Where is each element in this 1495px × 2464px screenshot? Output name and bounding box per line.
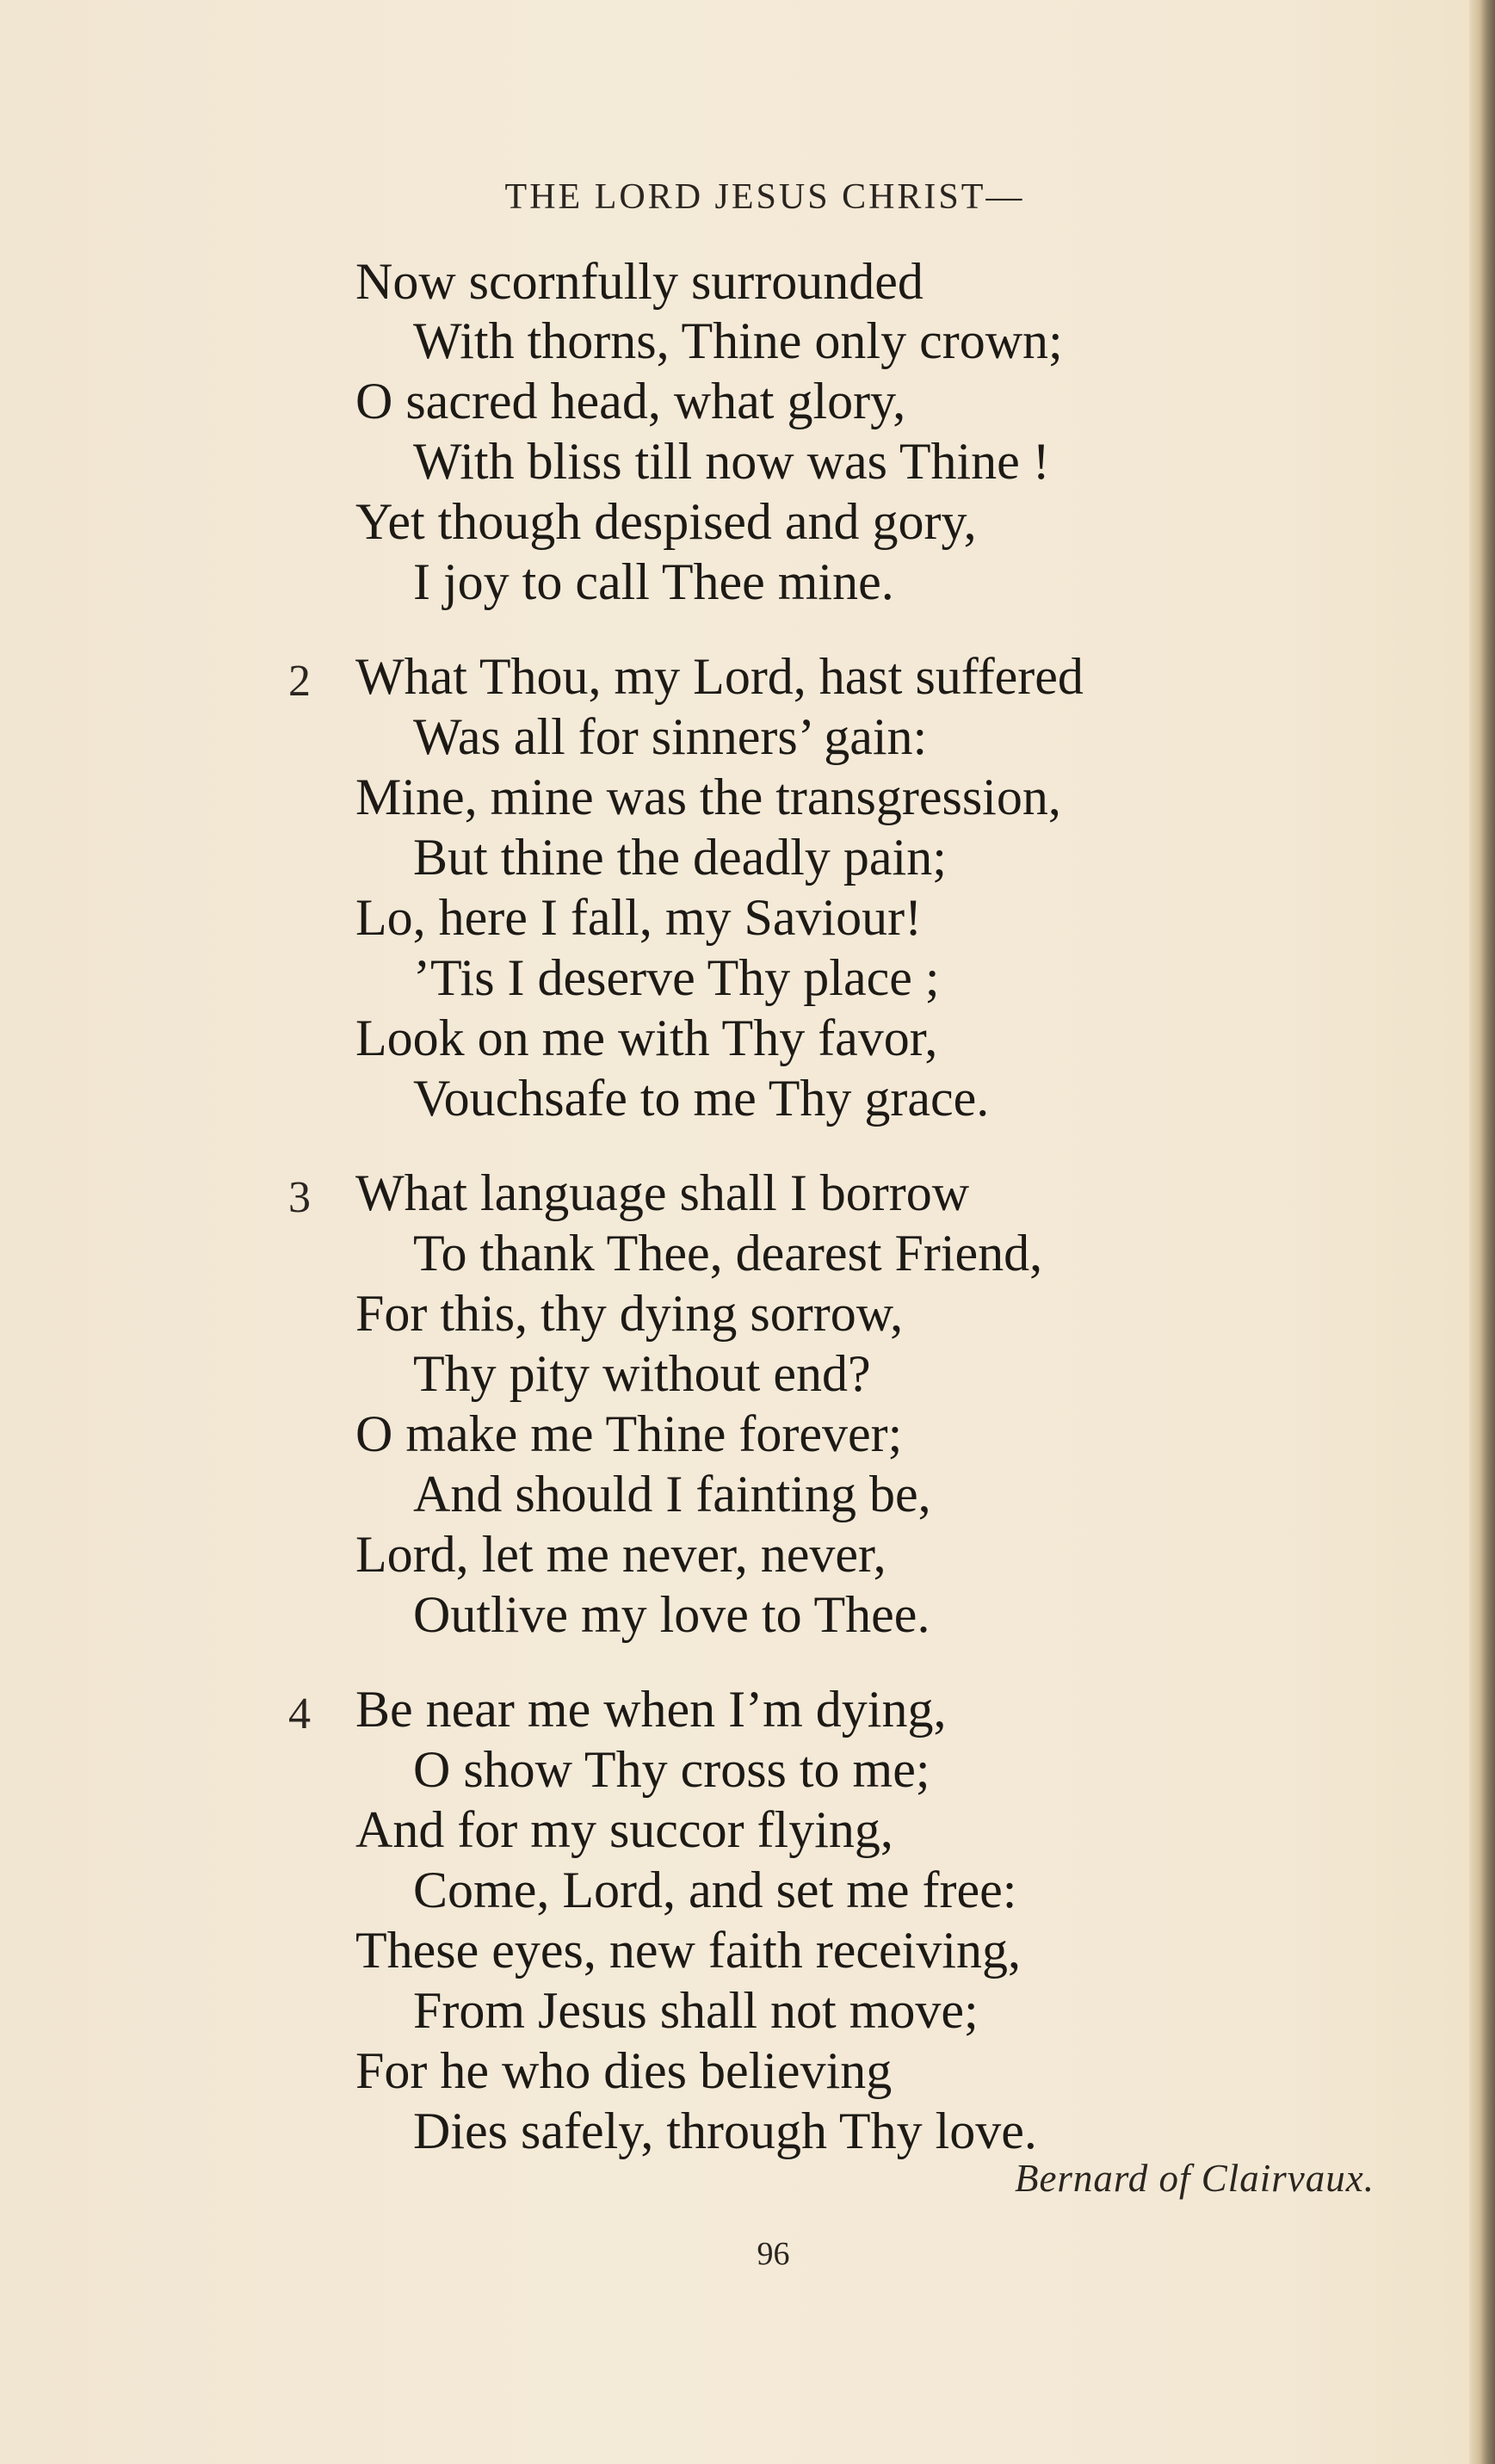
stanza-2-line-4: But thine the deadly pain;: [413, 829, 947, 886]
stanza-2-line-7: Look on me with Thy favor,: [355, 1010, 938, 1066]
stanza-4-line-4: Come, Lord, and set me free:: [413, 1862, 1017, 1918]
running-head: THE LORD JESUS CHRIST—: [504, 177, 1025, 217]
page-number: 96: [757, 2236, 790, 2272]
stanza-4-line-3: And for my succor flying,: [355, 1801, 893, 1858]
stanza-2-line-2: Was all for sinners’ gain:: [413, 708, 928, 765]
author-attribution: Bernard of Clairvaux.: [1014, 2157, 1375, 2200]
stanza-1-line-2: With thorns, Thine only crown;: [413, 312, 1063, 369]
stanza-3-line-6: And should I fainting be,: [413, 1466, 931, 1522]
stanza-3-line-1: What language shall I borrow: [355, 1164, 970, 1221]
stanza-2-line-8: Vouchsafe to me Thy grace.: [413, 1070, 990, 1127]
stanza-3-line-8: Outlive my love to Thee.: [413, 1586, 930, 1643]
stanza-2-line-1: What Thou, my Lord, hast suffered: [355, 648, 1084, 705]
page-edge-shadow: [1469, 0, 1495, 2464]
stanza-3-line-4: Thy pity without end?: [413, 1345, 871, 1402]
stanza-2-number: 2: [288, 657, 311, 706]
stanza-4-line-2: O show Thy cross to me;: [413, 1741, 930, 1798]
stanza-3-number: 3: [288, 1173, 311, 1222]
stanza-1-line-4: With bliss till now was Thine !: [413, 433, 1050, 490]
stanza-4-line-6: From Jesus shall not move;: [413, 1982, 979, 2039]
stanza-2-line-5: Lo, here I fall, my Saviour!: [355, 889, 923, 946]
stanza-4-number: 4: [288, 1689, 311, 1738]
stanza-1-line-6: I joy to call Thee mine.: [413, 553, 894, 610]
stanza-1-line-1: Now scornfully surrounded: [355, 253, 924, 310]
stanza-4-line-8: Dies safely, through Thy love.: [413, 2103, 1037, 2159]
stanza-3-line-7: Lord, let me never, never,: [355, 1526, 886, 1583]
stanza-2-line-6: ’Tis I deserve Thy place ;: [413, 949, 940, 1006]
stanza-3-line-5: O make me Thine forever;: [355, 1405, 903, 1462]
stanza-4-line-5: These eyes, new faith receiving,: [355, 1922, 1021, 1979]
stanza-3-line-3: For this, thy dying sorrow,: [355, 1285, 904, 1342]
stanza-3-line-2: To thank Thee, dearest Friend,: [413, 1225, 1043, 1281]
stanza-1-line-5: Yet though despised and gory,: [355, 493, 977, 550]
stanza-4-line-1: Be near me when I’m dying,: [355, 1681, 947, 1738]
stanza-1-line-3: O sacred head, what glory,: [355, 373, 906, 429]
stanza-2-line-3: Mine, mine was the transgression,: [355, 769, 1061, 825]
stanza-4-line-7: For he who dies believing: [355, 2042, 893, 2099]
